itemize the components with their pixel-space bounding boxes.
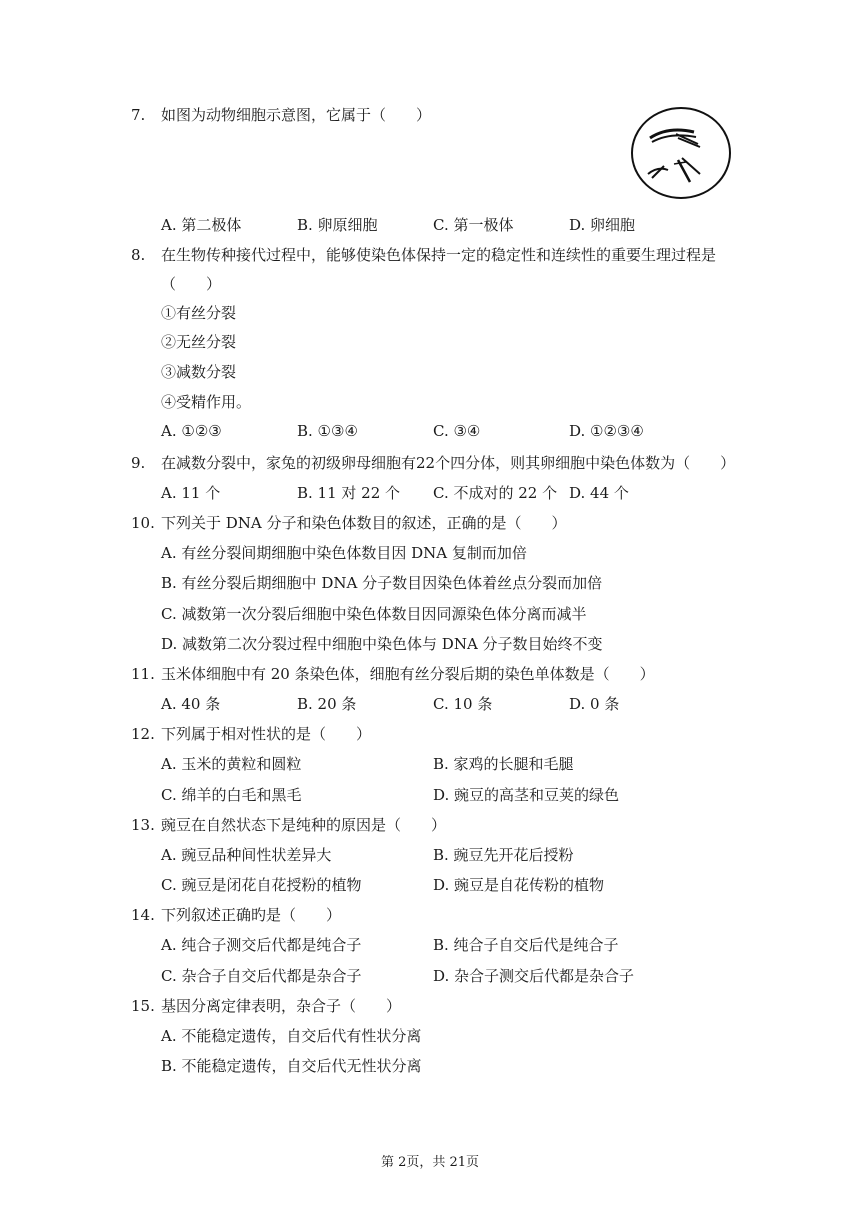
question-stem: 下列关于 DNA 分子和染色体数目的叙述，正确的是（ ）: [161, 514, 567, 532]
question-stem: 在减数分裂中，家兔的初级卵母细胞有22个四分体，则其卵细胞中染色体数为（ ）: [161, 454, 736, 472]
option-d: D. 卵细胞: [569, 216, 636, 234]
question-stem: 下列属于相对性状的是（ ）: [161, 725, 372, 743]
option-c: C. 杂合子自交后代都是杂合子: [161, 967, 362, 985]
option-d: D. 豌豆的高茎和豆荚的绿色: [433, 786, 620, 804]
option-c: C. 绵羊的白毛和黑毛: [161, 786, 302, 804]
question-stem: 基因分离定律表明，杂合子（ ）: [161, 997, 402, 1015]
list-item: ①有丝分裂: [161, 304, 237, 322]
option-c: C. ③④: [433, 422, 481, 440]
option-c: C. 第一极体: [433, 216, 514, 234]
question-number: 9.: [131, 454, 146, 472]
option-b: B. 11 对 22 个: [297, 484, 401, 502]
list-item: ②无丝分裂: [161, 333, 237, 351]
question-13: [131, 814, 446, 835]
option-d: D. 减数第二次分裂过程中细胞中染色体与 DNA 分子数目始终不变: [161, 635, 603, 653]
option-d: D. 杂合子测交后代都是杂合子: [433, 967, 635, 985]
option-c: C. 不成对的 22 个: [433, 484, 558, 502]
list-item: ③减数分裂: [161, 363, 237, 381]
option-b: B. 有丝分裂后期细胞中 DNA 分子数目因染色体着丝点分裂而加倍: [161, 574, 603, 592]
question-9: [131, 452, 735, 473]
question-stem: 下列叙述正确旳是（ ）: [161, 906, 342, 924]
question-stem: 如图为动物细胞示意图，它属于（ ）: [161, 106, 432, 124]
question-number: 13.: [131, 816, 155, 834]
option-b: B. 卵原细胞: [297, 216, 378, 234]
option-a: A. 有丝分裂间期细胞中染色体数目因 DNA 复制而加倍: [161, 544, 527, 562]
option-c: C. 10 条: [433, 695, 493, 713]
cell-diagram-icon: [628, 104, 734, 202]
question-11: [131, 663, 655, 684]
question-12: [131, 723, 371, 744]
question-8: [131, 244, 716, 265]
question-stem: 玉米体细胞中有 20 条染色体，细胞有丝分裂后期的染色单体数是（ ）: [161, 665, 655, 683]
option-b: B. ①③④: [297, 422, 358, 440]
question-number: 10.: [131, 514, 155, 532]
question-number: 14.: [131, 906, 155, 924]
option-a: A. 11 个: [161, 484, 221, 502]
option-b: B. 家鸡的长腿和毛腿: [433, 755, 574, 773]
option-b: B. 纯合子自交后代是纯合子: [433, 936, 619, 954]
option-a: A. 不能稳定遗传，自交后代有性状分离: [161, 1027, 422, 1045]
option-a: A. ①②③: [161, 422, 222, 440]
question-number: 7.: [131, 106, 146, 124]
question-10: [131, 512, 567, 533]
option-d: D. 44 个: [569, 484, 629, 502]
option-b: B. 20 条: [297, 695, 357, 713]
question-number: 8.: [131, 246, 146, 264]
question-number: 12.: [131, 725, 155, 743]
question-15: [131, 995, 401, 1016]
option-c: C. 豌豆是闭花自花授粉的植物: [161, 876, 362, 894]
question-number: 15.: [131, 997, 155, 1015]
option-a: A. 40 条: [161, 695, 221, 713]
question-stem-continued: （ ）: [161, 275, 222, 293]
question-stem: 在生物传种接代过程中，能够使染色体保持一定的稳定性和连续性的重要生理过程是: [161, 246, 717, 264]
option-a: A. 玉米的黄粒和圆粒: [161, 755, 302, 773]
option-a: A. 纯合子测交后代都是纯合子: [161, 936, 362, 954]
option-d: D. ①②③④: [569, 422, 644, 440]
option-d: D. 0 条: [569, 695, 620, 713]
option-a: A. 豌豆品种间性状差异大: [161, 846, 332, 864]
question-14: [131, 904, 341, 925]
option-b: B. 豌豆先开花后授粉: [433, 846, 574, 864]
question-stem: 豌豆在自然状态下是纯种的原因是（ ）: [161, 816, 447, 834]
option-b: B. 不能稳定遗传，自交后代无性状分离: [161, 1057, 422, 1075]
option-a: A. 第二极体: [161, 216, 242, 234]
page-footer: 第 2页，共 21页: [380, 1155, 480, 1170]
option-c: C. 减数第一次分裂后细胞中染色体数目因同源染色体分离而减半: [161, 605, 587, 623]
question-number: 11.: [131, 665, 155, 683]
option-d: D. 豌豆是自花传粉的植物: [433, 876, 605, 894]
list-item: ④受精作用。: [161, 393, 252, 411]
question-7: [131, 104, 431, 125]
